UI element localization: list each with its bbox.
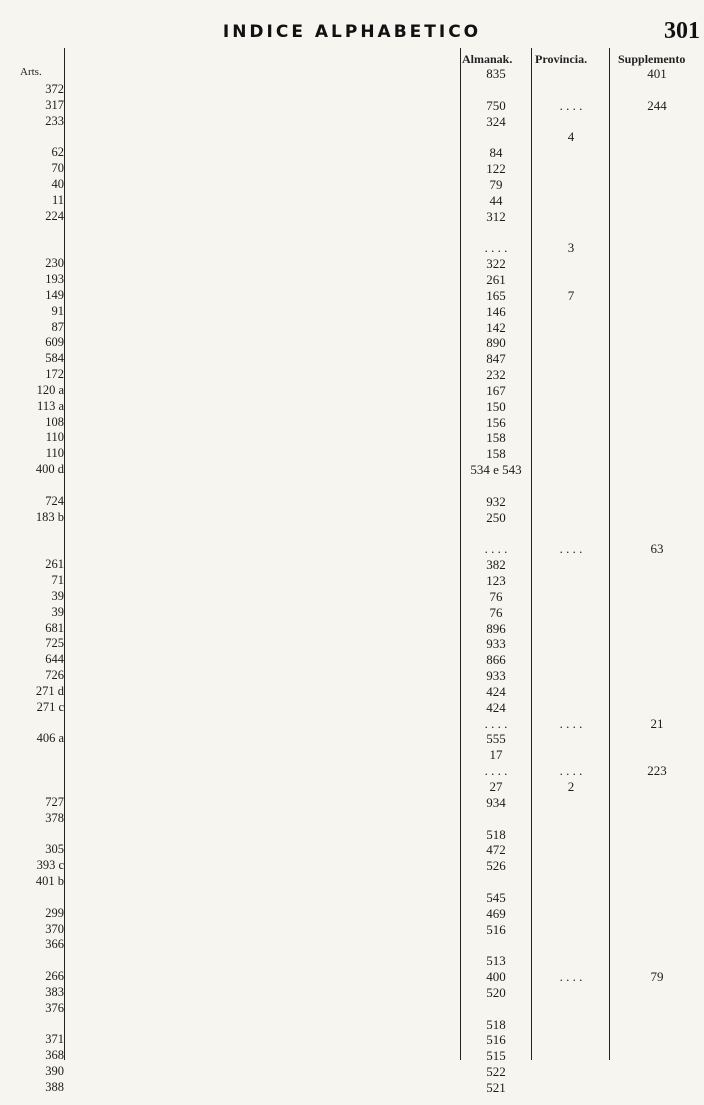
article-number: 91 — [51, 303, 64, 318]
article-number: 261 — [45, 557, 64, 572]
index-row — [0, 383, 704, 399]
article-number: 727 — [45, 794, 64, 809]
index-row — [0, 256, 704, 272]
article-number: 110 — [45, 446, 64, 461]
article-number: 224 — [45, 208, 64, 223]
provincia-ref: 3 — [567, 240, 575, 256]
supplemento-ref: 401 — [647, 66, 667, 81]
index-row — [0, 874, 704, 890]
almanak-ref: 76 — [489, 588, 503, 604]
index-row — [0, 288, 704, 304]
index-row — [0, 795, 704, 811]
index-row — [0, 763, 704, 779]
almanak-ref: 835 — [486, 66, 506, 81]
almanak-ref: 516 — [486, 1032, 506, 1048]
index-row — [0, 589, 704, 605]
provincia-ref: . . . . — [559, 715, 583, 731]
index-row — [0, 430, 704, 446]
almanak-ref: 518 — [486, 1016, 506, 1032]
supplemento-ref: 223 — [647, 763, 667, 779]
almanak-ref: 27 — [489, 778, 503, 794]
supplemento-ref: 63 — [650, 541, 664, 557]
provincia-ref: . . . . — [559, 763, 583, 779]
article-number: 393 c — [36, 858, 64, 873]
almanak-ref: 165 — [486, 287, 506, 303]
almanak-ref: . . . . — [484, 240, 508, 256]
almanak-ref: 424 — [486, 683, 506, 699]
supplemento-ref: 21 — [650, 715, 664, 731]
almanak-ref: 515 — [486, 1048, 506, 1064]
index-row — [0, 272, 704, 288]
article-number: 366 — [45, 937, 64, 952]
almanak-ref: 933 — [486, 636, 506, 652]
article-number: 39 — [51, 604, 64, 619]
almanak-ref: 516 — [486, 921, 506, 937]
index-row — [0, 605, 704, 621]
article-number: 299 — [45, 905, 64, 920]
article-number: 266 — [45, 969, 64, 984]
article-number: 305 — [45, 842, 64, 857]
index-entries — [0, 66, 704, 1096]
index-row — [0, 1017, 704, 1033]
index-row — [0, 129, 704, 145]
page-number: 301 — [664, 18, 700, 44]
article-number: 726 — [45, 668, 64, 683]
index-row — [0, 573, 704, 589]
index-row — [0, 320, 704, 336]
almanak-ref: 866 — [486, 652, 506, 668]
index-row — [0, 415, 704, 431]
almanak-ref: 79 — [489, 176, 503, 192]
index-row — [0, 969, 704, 985]
index-row — [0, 304, 704, 320]
index-row — [0, 922, 704, 938]
almanak-ref: 933 — [486, 668, 506, 684]
almanak-ref: 232 — [486, 367, 506, 383]
index-row — [0, 1064, 704, 1080]
almanak-ref: 522 — [486, 1064, 506, 1080]
almanak-ref: 146 — [486, 303, 506, 319]
index-row — [0, 953, 704, 969]
index-row — [0, 462, 704, 478]
index-row — [0, 731, 704, 747]
index-row — [0, 478, 704, 494]
almanak-ref: 312 — [486, 208, 506, 224]
provincia-ref: 7 — [567, 287, 575, 303]
index-row — [0, 335, 704, 351]
provincia-ref: . . . . — [559, 541, 583, 557]
article-number: 39 — [51, 588, 64, 603]
article-number: 401 b — [35, 874, 64, 889]
article-number: 233 — [45, 113, 64, 128]
almanak-ref: 934 — [486, 794, 506, 810]
index-row — [0, 98, 704, 114]
index-row — [0, 985, 704, 1001]
almanak-ref: 890 — [486, 335, 506, 351]
index-row — [0, 700, 704, 716]
article-number: 172 — [45, 367, 64, 382]
article-number: 390 — [45, 1064, 64, 1079]
article-number: 113 a — [37, 398, 64, 413]
index-row — [0, 145, 704, 161]
article-number: 724 — [45, 493, 64, 508]
index-row — [0, 1080, 704, 1096]
almanak-ref: . . . . — [484, 715, 508, 731]
almanak-ref: 526 — [486, 858, 506, 874]
article-number: 108 — [45, 414, 64, 429]
almanak-ref: 122 — [486, 161, 506, 177]
index-row — [0, 494, 704, 510]
article-number: 371 — [45, 1032, 64, 1047]
index-row — [0, 193, 704, 209]
index-row — [0, 541, 704, 557]
index-row — [0, 66, 704, 82]
almanak-ref: 555 — [486, 731, 506, 747]
article-number: 183 b — [35, 509, 64, 524]
almanak-ref: 76 — [489, 604, 503, 620]
index-row — [0, 114, 704, 130]
index-row — [0, 82, 704, 98]
article-number: 70 — [51, 161, 64, 176]
almanak-ref: 472 — [486, 842, 506, 858]
almanak-ref: 261 — [486, 271, 506, 287]
article-number: 388 — [45, 1080, 64, 1094]
almanak-ref: 545 — [486, 889, 506, 905]
almanak-ref: 847 — [486, 351, 506, 367]
index-row — [0, 842, 704, 858]
article-number: 378 — [45, 810, 64, 825]
index-row — [0, 906, 704, 922]
almanak-ref: 158 — [486, 430, 506, 446]
index-row — [0, 161, 704, 177]
provincia-ref: . . . . — [559, 97, 583, 113]
column-header-supplemento: Supplemento — [618, 52, 686, 66]
article-number: 400 d — [35, 462, 64, 477]
article-number: 110 — [45, 430, 64, 445]
almanak-ref: 17 — [489, 747, 503, 763]
article-number: 271 d — [35, 683, 64, 698]
column-header-almanak: Almanak. — [462, 52, 513, 66]
supplemento-ref: 79 — [650, 969, 664, 985]
index-row — [0, 209, 704, 225]
index-row — [0, 716, 704, 732]
almanak-ref: 167 — [486, 382, 506, 398]
almanak-ref: 520 — [486, 984, 506, 1000]
article-number: 644 — [45, 652, 64, 667]
almanak-ref: 250 — [486, 509, 506, 525]
index-row — [0, 367, 704, 383]
almanak-ref: 142 — [486, 319, 506, 335]
index-row — [0, 177, 704, 193]
index-row — [0, 1001, 704, 1017]
almanak-ref: 518 — [486, 826, 506, 842]
almanak-ref: . . . . — [484, 763, 508, 779]
almanak-ref: 150 — [486, 398, 506, 414]
provincia-ref: 4 — [567, 129, 575, 145]
article-number: 230 — [45, 256, 64, 271]
article-number: 87 — [51, 319, 64, 334]
article-number: 609 — [45, 335, 64, 350]
article-number: 11 — [51, 192, 64, 207]
almanak-ref: 156 — [486, 414, 506, 430]
article-number: 372 — [45, 81, 64, 96]
article-number: 376 — [45, 1000, 64, 1015]
almanak-ref: . . . . — [484, 541, 508, 557]
index-row — [0, 827, 704, 843]
almanak-ref: 534 e 543 — [470, 462, 522, 478]
almanak-ref: 400 — [486, 969, 506, 985]
index-row — [0, 652, 704, 668]
article-number: 368 — [45, 1048, 64, 1063]
article-number: 383 — [45, 984, 64, 999]
provincia-ref: 2 — [567, 778, 575, 794]
almanak-ref: 424 — [486, 699, 506, 715]
article-number: 193 — [45, 271, 64, 286]
almanak-ref: 44 — [489, 192, 503, 208]
index-row — [0, 636, 704, 652]
article-number: 40 — [51, 176, 64, 191]
almanak-ref: 84 — [489, 145, 503, 161]
supplemento-ref: 244 — [647, 97, 667, 113]
almanak-ref: 521 — [486, 1080, 506, 1095]
article-number: 725 — [45, 636, 64, 651]
index-row — [0, 937, 704, 953]
almanak-ref: 513 — [486, 953, 506, 969]
column-header-arts: Arts. — [20, 66, 42, 78]
almanak-ref: 932 — [486, 493, 506, 509]
index-row — [0, 811, 704, 827]
article-number: 120 a — [36, 382, 64, 397]
article-number: 62 — [51, 145, 64, 160]
index-row — [0, 1032, 704, 1048]
index-row — [0, 747, 704, 763]
article-number: 370 — [45, 921, 64, 936]
almanak-ref: 896 — [486, 620, 506, 636]
article-number: 317 — [45, 97, 64, 112]
article-number: 149 — [45, 287, 64, 302]
index-row — [0, 668, 704, 684]
index-row — [0, 1048, 704, 1064]
index-row — [0, 525, 704, 541]
almanak-ref: 469 — [486, 905, 506, 921]
article-number: 271 c — [36, 699, 64, 714]
article-number: 71 — [51, 573, 64, 587]
article-number: 681 — [45, 620, 64, 635]
almanak-ref: 123 — [486, 573, 506, 588]
column-header-provincia: Provincia. — [535, 52, 588, 66]
almanak-ref: 750 — [486, 97, 506, 113]
article-number: 584 — [45, 351, 64, 366]
page-title: INDICE ALPHABETICO — [222, 22, 482, 42]
index-row — [0, 224, 704, 240]
index-row — [0, 858, 704, 874]
provincia-ref: . . . . — [559, 969, 583, 985]
index-row — [0, 399, 704, 415]
almanak-ref: 324 — [486, 113, 506, 129]
almanak-ref: 322 — [486, 256, 506, 272]
index-row — [0, 779, 704, 795]
almanak-ref: 382 — [486, 557, 506, 573]
index-row — [0, 510, 704, 526]
article-number: 406 a — [36, 731, 64, 746]
almanak-ref: 158 — [486, 446, 506, 462]
index-row — [0, 446, 704, 462]
index-row — [0, 684, 704, 700]
index-row — [0, 621, 704, 637]
index-row — [0, 351, 704, 367]
index-row — [0, 240, 704, 256]
index-row — [0, 557, 704, 573]
index-row — [0, 890, 704, 906]
